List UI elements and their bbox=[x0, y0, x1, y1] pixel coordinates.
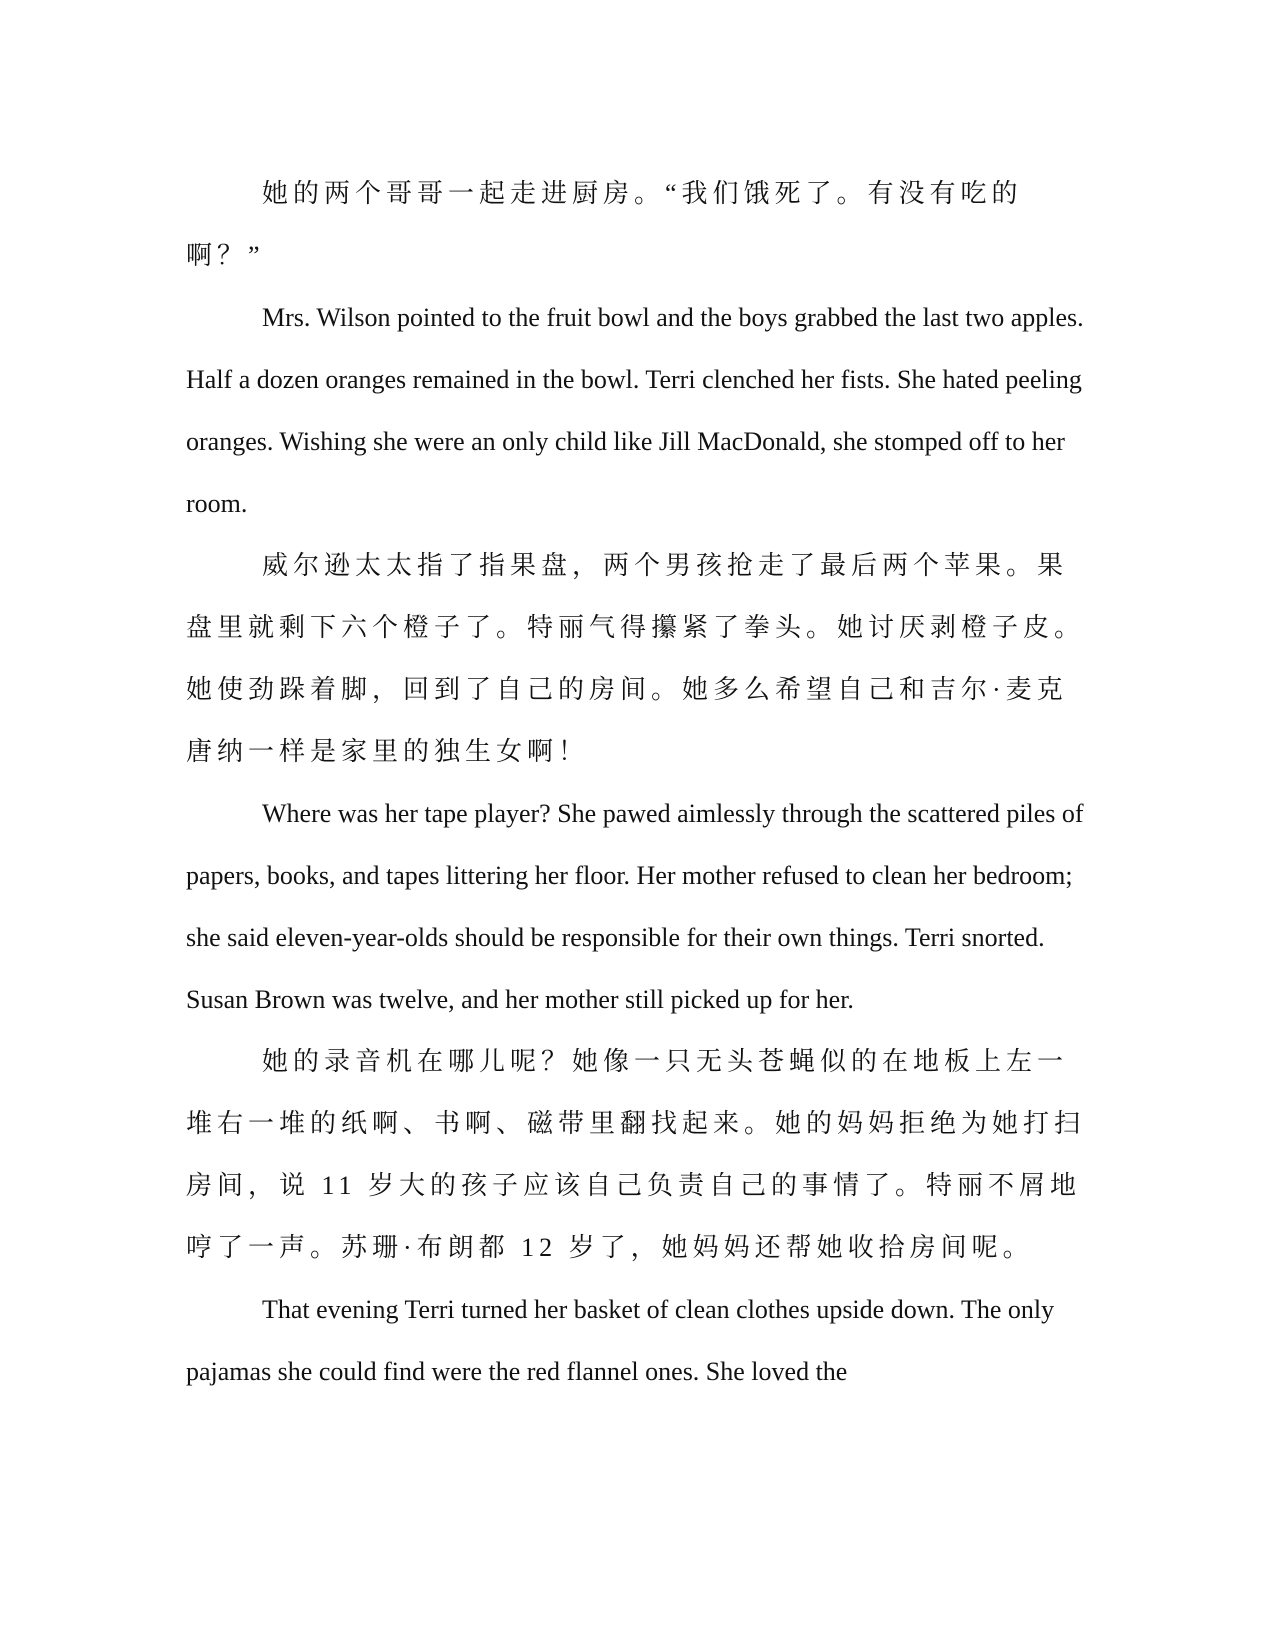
paragraph-en-1: Mrs. Wilson pointed to the fruit bowl and the boys grabbed the last two apples. Half a dozen oranges remained in the bowl. Terri clenched her fists. She hated peeling oranges. Wishing she were an only child like Jill MacDonald, she stomped off to her room. bbox=[186, 303, 1084, 518]
paragraph-zh-2: 威尔逊太太指了指果盘，两个男孩抢走了最后两个苹果。果盘里就剩下六个橙子了。特丽气得攥紧了拳头。她讨厌剥橙子皮。她使劲跺着脚，回到了自己的房间。她多么希望自己和吉尔·麦克唐纳一样是家里的独生女啊！ bbox=[186, 551, 1086, 766]
paragraph-zh-1: 她的两个哥哥一起走进厨房。“我们饿死了。有没有吃的啊？” bbox=[186, 179, 1023, 270]
paragraph-en-3: That evening Terri turned her basket of clean clothes upside down. The only pajamas she could find were the red flannel ones. She loved the bbox=[186, 1295, 1055, 1386]
paragraph-zh-3: 她的录音机在哪儿呢？她像一只无头苍蝇似的在地板上左一堆右一堆的纸啊、书啊、磁带里翻找起来。她的妈妈拒绝为她打扫房间，说 11 岁大的孩子应该自己负责自己的事情了。特丽不屑地哼了一声。苏珊·布朗都 12 岁了，她妈妈还帮她收拾房间呢。 bbox=[186, 1047, 1086, 1262]
document-body bbox=[186, 163, 1086, 1403]
paragraph-en-2: Where was her tape player? She pawed aimlessly through the scattered piles of papers, books, and tapes littering her floor. Her mother refused to clean her bedroom; she said eleven-year-olds should be responsible for their own things. Terri snorted. Susan Brown was twelve, and her mother still picked up for her. bbox=[186, 799, 1084, 1014]
